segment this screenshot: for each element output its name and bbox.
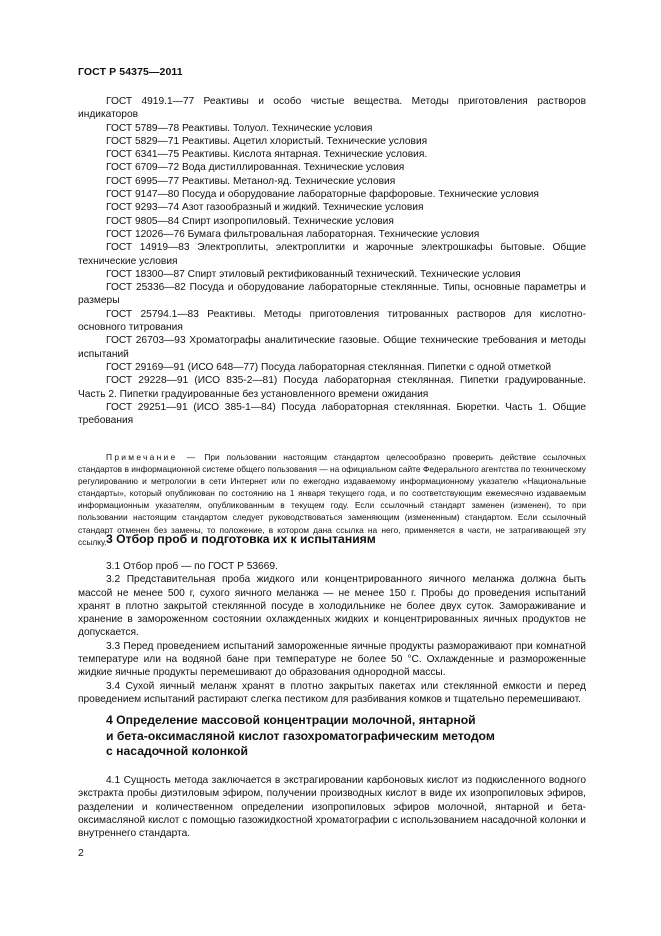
page-number: 2 <box>78 847 84 859</box>
section-4-body <box>78 774 586 840</box>
heading-line: 4 Определение массовой концентрации молочной, янтарной <box>106 713 476 727</box>
section-3-body <box>78 560 586 706</box>
paragraph: 4.1 Сущность метода заключается в экстрагировании карбоновых кислот из подкисленного водного экстракта пробы диэтиловым эфиром, получении производных кислот в виде их изопропиловых эфиров, разделении и количественном определении изопропиловых эфиров молочной, янтарной и бета-оксимасляной кислот с помощью газожидкостной хроматографии с использованием насадочной колонки и внутреннего стандарта. <box>78 775 586 840</box>
reference-item: ГОСТ 5789—78 Реактивы. Толуол. Технические условия <box>106 122 373 134</box>
note-text: При пользовании настоящим стандартом целесообразно проверить действие ссылочных стандартов в информационной системе общего пользования — на официальном сайте Федерального агентства по техническому регулированию и метрологии в сети Интернет или по ежегодно издаваемому информационному указателю «Национальные стандарты», который опубликован по состоянию на 1 января текущего года, и по соответствующим ежемесячно издаваемым информационным указателям, опубликованным в текущем году. Если ссылочный стандарт заменен (изменен), то при пользовании настоящим стандартом следует руководствоваться заменяющим (измененным) стандартом. Если ссылочный стандарт отменен без замены, то положение, в котором дана ссылка на него, применяется в части, не затрагивающей эту ссылку. <box>78 452 586 547</box>
normative-references <box>78 95 586 427</box>
reference-item: ГОСТ 6709—72 Вода дистиллированная. Технические условия <box>106 162 405 174</box>
reference-item: ГОСТ 26703—93 Хроматографы аналитические газовые. Общие технические требования и методы испытаний <box>78 335 586 360</box>
reference-item: ГОСТ 6341—75 Реактивы. Кислота янтарная. Технические условия. <box>106 149 428 161</box>
reference-item: ГОСТ 5829—71 Реактивы. Ацетил хлористый. Технические условия <box>106 135 428 147</box>
paragraph: 3.1 Отбор проб — по ГОСТ Р 53669. <box>106 561 278 572</box>
reference-item: ГОСТ 25336—82 Посуда и оборудование лабораторные стеклянные. Типы, основные параметры и размеры <box>78 282 586 307</box>
paragraph: 3.3 Перед проведением испытаний замороженные яичные продукты размораживают при комнатной температуре или на водяной бане при температуре не более 50 °С. Охлажденные и размороженные жидкие яичные продукты перемешивают до образования однородной массы. <box>78 640 586 679</box>
document-header: ГОСТ Р 54375—2011 <box>78 66 183 78</box>
section-3-heading: 3 Отбор проб и подготовка их к испытаниям <box>106 532 376 546</box>
reference-item: ГОСТ 9293—74 Азот газообразный и жидкий. Технические условия <box>106 202 424 214</box>
reference-item: ГОСТ 18300—87 Спирт этиловый ректификованный технический. Технические условия <box>106 268 521 280</box>
reference-item: ГОСТ 14919—83 Электроплиты, электроплитки и жарочные электрошкафы бытовые. Общие технические условия <box>78 242 586 267</box>
reference-item: ГОСТ 25794.1—83 Реактивы. Методы приготовления титрованных растворов для кислотно-основного титрования <box>78 308 586 334</box>
reference-item: ГОСТ 6995—77 Реактивы. Метанол-яд. Технические условия <box>106 175 396 187</box>
reference-item: ГОСТ 12026—76 Бумага фильтровальная лабораторная. Технические условия <box>106 228 480 240</box>
reference-item: ГОСТ 29251—91 (ИСО 385-1—84) Посуда лабораторная стеклянная. Бюретки. Часть 1. Общие требования <box>78 401 586 427</box>
heading-line: с насадочной колонкой <box>106 744 248 759</box>
note-label: Примечание — <box>106 452 198 462</box>
heading-line: и бета-оксимасляной кислот газохроматографическим методом <box>106 728 495 743</box>
paragraph: 3.4 Сухой яичный меланж хранят в плотно закрытых пакетах или стеклянной емкости и перед проведением испытаний растирают слегка пестиком для разбивания комков и тщательно перемешивают. <box>78 680 586 705</box>
reference-item: ГОСТ 4919.1—77 Реактивы и особо чистые вещества. Методы приготовления растворов индикаторов <box>78 96 586 121</box>
paragraph: 3.2 Представительная проба жидкого или концентрированного яичного меланжа должна быть массой не менее 500 г, сухого яичного меланжа — не менее 150 г. Пробы до проведения испытаний хранят в плотно закрытой стеклянной посуде в холодильнике не более двух суток. Замораживание и хранение в замороженном состоянии охлажденных жидких и концентрированных яичных продуктов не допускается. <box>78 574 586 639</box>
reference-item: ГОСТ 29169—91 (ИСО 648—77) Посуда лабораторная стеклянная. Пипетки с одной отметкой <box>106 361 552 373</box>
section-4-heading <box>106 713 576 760</box>
reference-item: ГОСТ 9147—80 Посуда и оборудование лабораторные фарфоровые. Технические условия <box>106 189 539 201</box>
reference-item: ГОСТ 29228—91 (ИСО 835-2—81) Посуда лабораторная стеклянная. Пипетки градуированные. Часть 2. Пипетки градуированные без установленного времени ожидания <box>78 375 586 400</box>
reference-item: ГОСТ 9805—84 Спирт изопропиловый. Технические условия <box>106 215 394 227</box>
